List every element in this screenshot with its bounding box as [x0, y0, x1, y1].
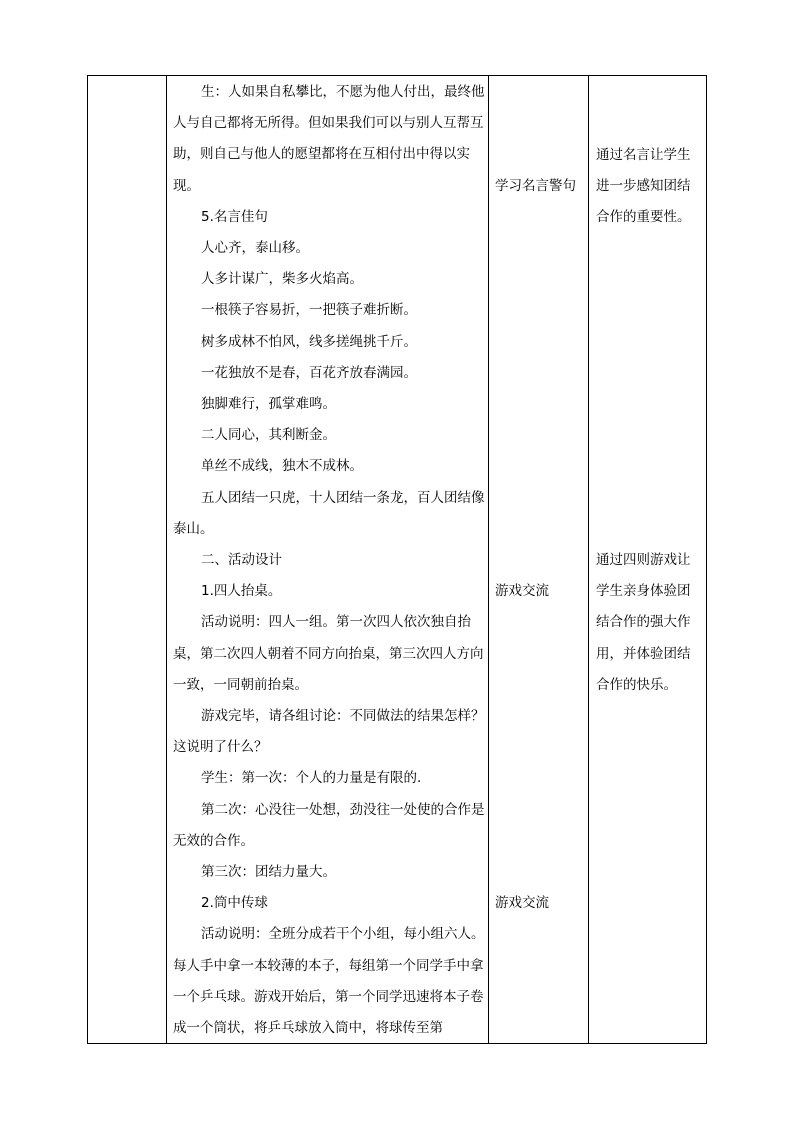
student-activity-item	[495, 888, 585, 919]
student-activity-label: 学习名言警句	[495, 178, 576, 194]
student-activity-item	[495, 576, 585, 607]
student-activity-label: 游戏交流	[495, 583, 549, 599]
paragraph: 生：人如果自私攀比，不愿为他人付出，最终他人与自己都将无所得。但如果我们可以与别人互帮互助，则自己与他人的愿望都将在互相付出中得以实现。	[173, 84, 485, 194]
paragraph: 学生：第一次：个人的力量是有限的.	[201, 770, 422, 787]
table-right-border	[706, 75, 707, 1044]
quote-line: 二人同心，其利断金。	[201, 427, 336, 444]
quote-line: 人心齐，泰山移。	[201, 240, 309, 257]
activity-title: 1.四人抬桌。	[201, 583, 282, 600]
teaching-content-column	[173, 77, 485, 1044]
activity-title: 2.筒中传球	[201, 895, 268, 912]
quote-line: 一花独放不是春，百花齐放春满园。	[201, 364, 417, 381]
quote-line: 单丝不成线，独木不成林。	[201, 458, 363, 475]
quote-line: 树多成林不怕风，线多搓绳挑千斤。	[201, 333, 417, 350]
table-left-border	[87, 75, 88, 1044]
table-top-border	[87, 75, 707, 76]
quote-line: 五人团结一只虎，十人团结一条龙，百人团结像泰山。	[173, 489, 485, 537]
section-heading: 5.名言佳句	[201, 208, 268, 225]
quote-line: 一根筷子容易折，一把筷子难折断。	[201, 302, 417, 319]
paragraph: 活动说明：全班分成若干个小组，每小组六人。每人手中拿一本较薄的本子，每组第一个同学手中拿一个乒乓球。游戏开始后，第一个同学迅速将本子卷成一个筒状，将乒乓球放入筒中，将球传至第	[173, 926, 485, 1037]
column-divider-1	[166, 75, 167, 1044]
quote-line: 人多计谋广，柴多火焰高。	[201, 271, 363, 288]
student-activity-label: 游戏交流	[495, 895, 549, 911]
paragraph: 第二次：心没往一处想，劲没往一处使的合作是无效的合作。	[173, 801, 485, 849]
paragraph: 第三次：团结力量大。	[201, 864, 336, 881]
column-divider-2	[488, 75, 489, 1044]
quote-line: 独脚难行，孤掌难鸣。	[201, 396, 336, 413]
paragraph: 活动说明：四人一组。第一次四人依次独自抬桌，第二次四人朝着不同方向抬桌，第三次四人方向一致，一同朝前抬桌。	[173, 614, 484, 693]
design-intent-text: 通过四则游戏让学生亲身体验团结合作的强大作用，并体验团结合作的快乐。	[596, 552, 691, 693]
design-intent-item	[596, 545, 702, 701]
column-divider-3	[588, 75, 589, 1044]
section-heading: 二、活动设计	[201, 552, 282, 569]
paragraph: 游戏完毕，请各组讨论：不同做法的结果怎样？这说明了什么？	[173, 708, 485, 756]
design-intent-item	[596, 140, 702, 234]
design-intent-text: 通过名言让学生进一步感知团结合作的重要性。	[596, 147, 691, 226]
student-activity-item	[495, 171, 585, 202]
